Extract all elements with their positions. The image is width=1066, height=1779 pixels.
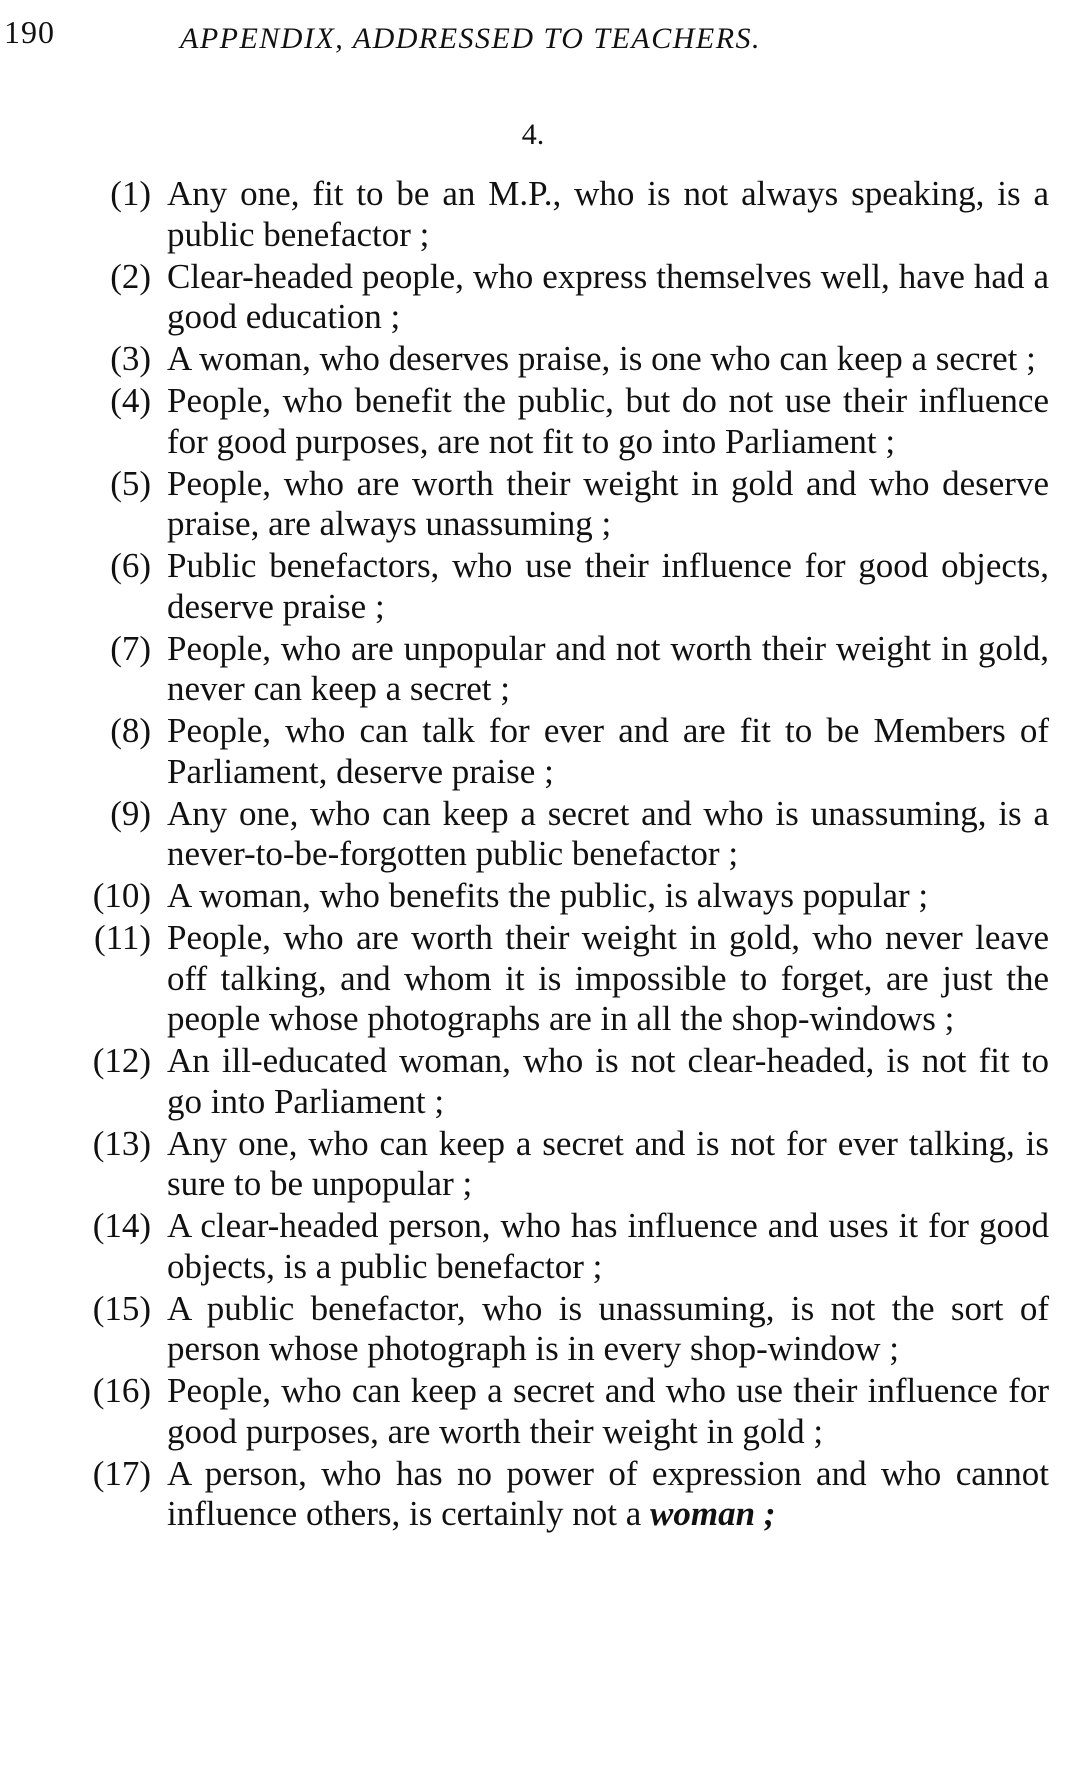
proposition-item	[0, 546, 1049, 627]
proposition-text	[167, 174, 1049, 255]
proposition-text-body: People, who can keep a secret and who use their influence for good purposes, are worth their weight in gold ;	[167, 1371, 1049, 1451]
proposition-text	[167, 257, 1049, 338]
proposition-number: (9)	[110, 793, 151, 833]
proposition-emphasis: woman ;	[650, 1494, 776, 1533]
proposition-text	[167, 711, 1049, 792]
proposition-text-body: Clear-headed people, who express themselves well, have had a good education ;	[167, 256, 1049, 336]
proposition-number: (2)	[110, 256, 151, 296]
proposition-item	[0, 629, 1049, 710]
proposition-item	[0, 464, 1049, 545]
proposition-text-body: A person, who has no power of expression and who cannot influence others, is certainly not a	[167, 1453, 1049, 1533]
proposition-number: (12)	[92, 1041, 151, 1080]
proposition-text	[167, 339, 1049, 380]
proposition-item	[0, 1206, 1049, 1287]
proposition-item	[0, 1041, 1049, 1122]
page-number: 190	[4, 14, 55, 50]
proposition-text	[167, 794, 1049, 875]
proposition-text	[167, 1289, 1049, 1370]
proposition-item	[0, 711, 1049, 792]
proposition-text-body: Any one, who can keep a secret and who is unassuming, is a never-to-be-forgotten public benefactor ;	[167, 793, 1049, 873]
proposition-text	[167, 1371, 1049, 1452]
proposition-text-body: People, who can talk for ever and are fit to be Members of Parliament, deserve praise ;	[167, 711, 1049, 791]
proposition-number: (15)	[92, 1288, 151, 1328]
proposition-item	[0, 174, 1049, 255]
proposition-item	[0, 1289, 1049, 1370]
proposition-number: (16)	[92, 1371, 151, 1410]
running-head: APPENDIX, ADDRESSED TO TEACHERS.	[180, 22, 762, 55]
proposition-number: (1)	[110, 174, 151, 213]
proposition-text	[167, 546, 1049, 627]
proposition-text-body: People, who are worth their weight in gold and who deserve praise, are always unassuming ;	[167, 463, 1049, 543]
proposition-item	[0, 1124, 1049, 1205]
proposition-text-body: Public benefactors, who use their influence for good objects, deserve praise ;	[167, 546, 1049, 626]
proposition-text	[167, 464, 1049, 545]
proposition-item	[0, 918, 1049, 1040]
proposition-number: (10)	[92, 876, 151, 915]
proposition-text	[167, 876, 1049, 917]
proposition-text	[167, 1041, 1049, 1122]
proposition-item	[0, 257, 1049, 338]
proposition-text	[167, 629, 1049, 710]
page-header	[0, 14, 1066, 64]
proposition-item	[0, 1371, 1049, 1452]
proposition-text-body: People, who are unpopular and not worth their weight in gold, never can keep a secret ;	[167, 628, 1049, 708]
proposition-number: (8)	[110, 711, 151, 750]
proposition-item	[0, 381, 1049, 462]
proposition-number: (13)	[92, 1123, 151, 1163]
proposition-number: (5)	[110, 463, 151, 503]
proposition-text-body: A public benefactor, who is unassuming, is not the sort of person whose photograph is in every shop-window ;	[167, 1288, 1049, 1368]
proposition-number: (3)	[110, 339, 151, 378]
proposition-number: (14)	[92, 1206, 151, 1245]
proposition-text-body: Any one, fit to be an M.P., who is not always speaking, is a public benefactor ;	[167, 174, 1049, 254]
proposition-item	[0, 339, 1049, 380]
proposition-item	[0, 794, 1049, 875]
proposition-text	[167, 1124, 1049, 1205]
proposition-number: (11)	[93, 918, 151, 957]
proposition-number: (4)	[110, 381, 151, 420]
proposition-item	[0, 876, 1049, 917]
proposition-number: (6)	[110, 546, 151, 585]
proposition-item	[0, 1454, 1049, 1535]
proposition-text	[167, 381, 1049, 462]
proposition-text-body: Any one, who can keep a secret and is not for ever talking, is sure to be unpopular ;	[167, 1123, 1049, 1203]
proposition-text-body: A woman, who deserves praise, is one who can keep a secret ;	[167, 339, 1036, 378]
proposition-text	[167, 1206, 1049, 1287]
proposition-number: (7)	[110, 628, 151, 668]
proposition-text-body: People, who benefit the public, but do not use their influence for good purposes, are not fit to go into Parliament ;	[167, 381, 1049, 461]
proposition-text	[167, 1454, 1049, 1535]
section-number: 4.	[521, 118, 545, 151]
proposition-text	[167, 918, 1049, 1040]
proposition-number: (17)	[92, 1453, 151, 1493]
proposition-list	[0, 174, 1066, 1536]
proposition-text-body: A woman, who benefits the public, is always popular ;	[167, 876, 929, 915]
proposition-text-body: An ill-educated woman, who is not clear-headed, is not fit to go into Parliament ;	[167, 1041, 1049, 1121]
proposition-text-body: People, who are worth their weight in gold, who never leave off talking, and whom it is impossible to forget, are just the people whose photographs are in all the shop-windows ;	[167, 918, 1049, 1038]
proposition-text-body: A clear-headed person, who has influence and uses it for good objects, is a public benefactor ;	[167, 1206, 1049, 1286]
